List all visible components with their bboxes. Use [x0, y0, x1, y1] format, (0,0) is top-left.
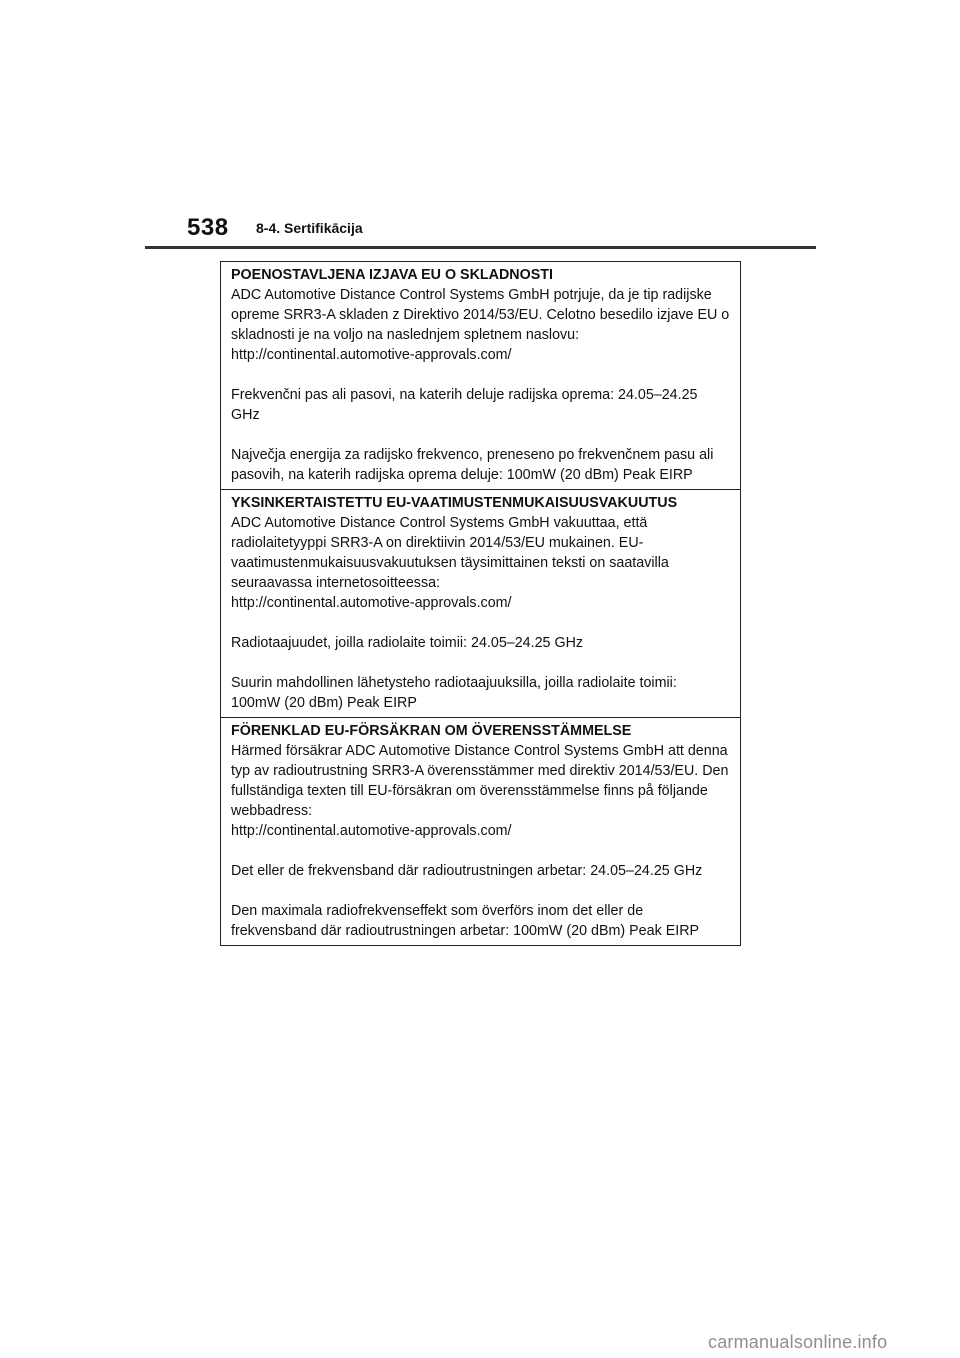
- declaration-frequency: Det eller de frekvensband där radioutrustningen arbetar: 24.05–24.25 GHz: [231, 863, 703, 879]
- declaration-swedish: [221, 717, 740, 945]
- declaration-frequency: Radiotaajuudet, joilla radiolaite toimii: 24.05–24.25 GHz: [231, 635, 584, 651]
- declaration-power: Den maximala radiofrekvenseffekt som överförs inom det eller de frekvensband där radioutrustningen arbetar: 100mW (20 dBm) Peak EIRP: [231, 903, 700, 939]
- declaration-heading: FÖRENKLAD EU-FÖRSÄKRAN OM ÖVERENSSTÄMMELSE: [231, 723, 632, 739]
- declaration-heading: POENOSTAVLJENA IZJAVA EU O SKLADNOSTI: [231, 267, 553, 283]
- declaration-intro: Härmed försäkrar ADC Automotive Distance Control Systems GmbH att denna typ av radioutrustning SRR3-A överensstämmer med direktiv 2014/53/EU. Den fullständiga texten till EU-försäkran om överensstämmelse finns på följande webbadress:: [231, 743, 729, 819]
- declaration-frequency: Frekvenčni pas ali pasovi, na katerih deluje radijska oprema: 24.05–24.25 GHz: [231, 387, 698, 423]
- declaration-url: http://continental.automotive-approvals.com/: [231, 595, 512, 611]
- declaration-slovenian: [221, 262, 740, 489]
- declaration-power: Največja energija za radijsko frekvenco, preneseno po frekvenčnem pasu ali pasovih, na katerih radijska oprema deluje: 100mW (20 dBm) Peak EIRP: [231, 447, 714, 483]
- declaration-intro: ADC Automotive Distance Control Systems GmbH vakuuttaa, että radiolaitetyyppi SRR3-A on direktiivin 2014/53/EU mukainen. EU-vaatimustenmukaisuusvakuutuksen täysimittainen teksti on saatavilla seuraavassa internetosoitteessa:: [231, 515, 669, 591]
- section-title: 8-4. Sertifikācija: [256, 220, 363, 236]
- declaration-intro: ADC Automotive Distance Control Systems GmbH potrjuje, da je tip radijske opreme SRR3-A skladen z Direktivo 2014/53/EU. Celotno besedilo izjave EU o skladnosti je na voljo na naslednjem spletnem naslovu:: [231, 287, 730, 343]
- declaration-heading: YKSINKERTAISTETTU EU-VAATIMUSTENMUKAISUUSVAKUUTUS: [231, 495, 678, 511]
- declaration-power: Suurin mahdollinen lähetysteho radiotaajuuksilla, joilla radiolaite toimii: 100mW (20 dBm) Peak EIRP: [231, 675, 677, 711]
- declaration-url: http://continental.automotive-approvals.com/: [231, 823, 512, 839]
- declaration-url: http://continental.automotive-approvals.com/: [231, 347, 512, 363]
- declarations-table: [220, 261, 741, 946]
- page-number: 538: [187, 214, 229, 241]
- page-header: [145, 208, 816, 249]
- watermark: carmanualsonline.info: [708, 1332, 888, 1352]
- declaration-finnish: [221, 489, 740, 717]
